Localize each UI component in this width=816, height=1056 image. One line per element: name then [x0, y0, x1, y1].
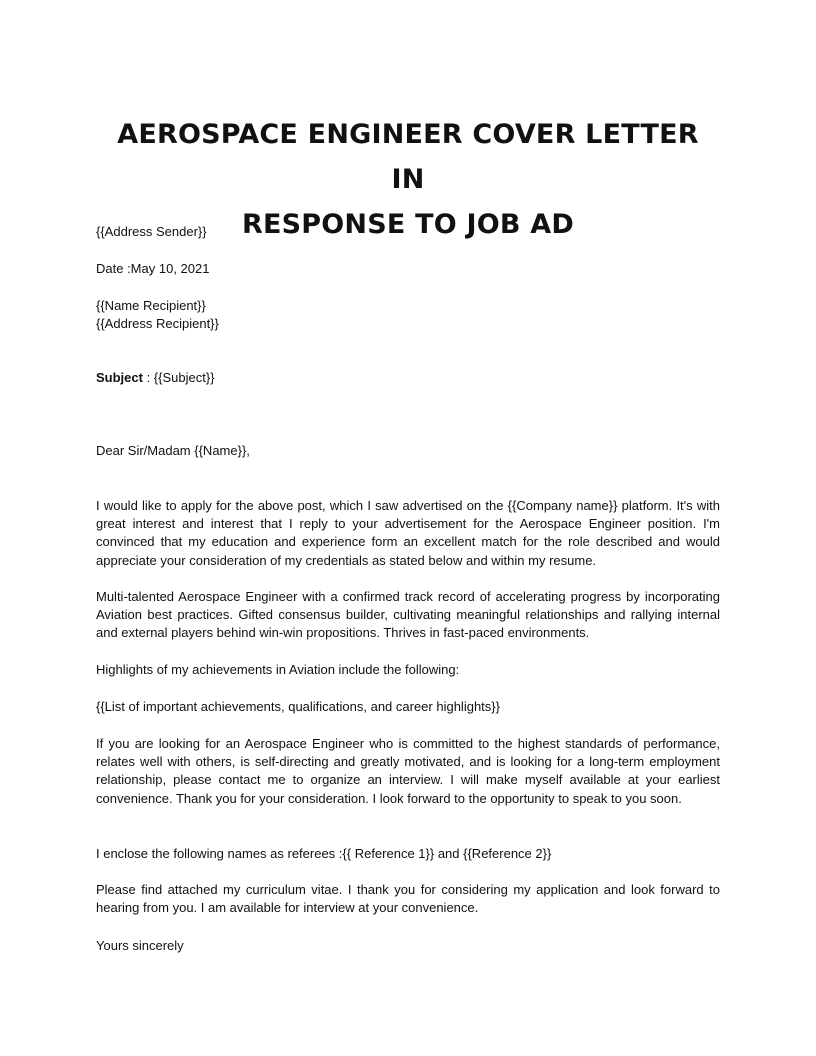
paragraph-contact-request: If you are looking for an Aerospace Engineer who is committed to the highest standards of performance, relates well with others, is self-directing and greatly motivated, and is looking for a long-term employment relationship, please contact me to organize an interview. I will make myself available at your earliest convenience. Thank you for your consideration. I look forward to the opportunity to speak to you soon.: [96, 736, 720, 806]
closing: Yours sincerely: [96, 938, 184, 953]
paragraph-highlights-intro: Highlights of my achievements in Aviation include the following:: [96, 662, 460, 677]
letter-date: Date :May 10, 2021: [96, 261, 210, 276]
paragraph-achievements-placeholder: {{List of important achievements, qualifications, and career highlights}}: [96, 699, 500, 714]
salutation: Dear Sir/Madam {{Name}},: [96, 443, 250, 458]
recipient-name: {{Name Recipient}}: [96, 298, 206, 313]
paragraph-summary: Multi-talented Aerospace Engineer with a confirmed track record of accelerating progress by incorporating Aviation best practices. Gifted consensus builder, cultivating meaningful relationships and rallying internal and external players behind win-win propositions. Thrives in fast-paced environments.: [96, 589, 720, 641]
sender-address: {{Address Sender}}: [96, 224, 207, 239]
title-line-1: AEROSPACE ENGINEER COVER LETTER IN: [117, 119, 699, 195]
subject-line: [96, 369, 720, 387]
paragraph-attachment: Please find attached my curriculum vitae. I thank you for considering my application and look forward to hearing from you. I am available for interview at your convenience.: [96, 882, 720, 916]
subject-value: : {{Subject}}: [142, 370, 215, 385]
paragraph-referees: I enclose the following names as referees :{{ Reference 1}} and {{Reference 2}}: [96, 846, 552, 861]
title-line-2: RESPONSE TO JOB AD: [242, 209, 574, 240]
subject-label: Subject: [96, 370, 143, 385]
recipient-address: {{Address Recipient}}: [96, 316, 219, 331]
paragraph-intro: I would like to apply for the above post, which I saw advertised on the {{Company name}} platform. It's with great interest and interest that I reply to your advertisement for the Aerospace Engineer position. I'm convinced that my education and experience form an excellent match for the role described and would appreciate your consideration of my credentials as stated below and within my resume.: [96, 498, 720, 568]
